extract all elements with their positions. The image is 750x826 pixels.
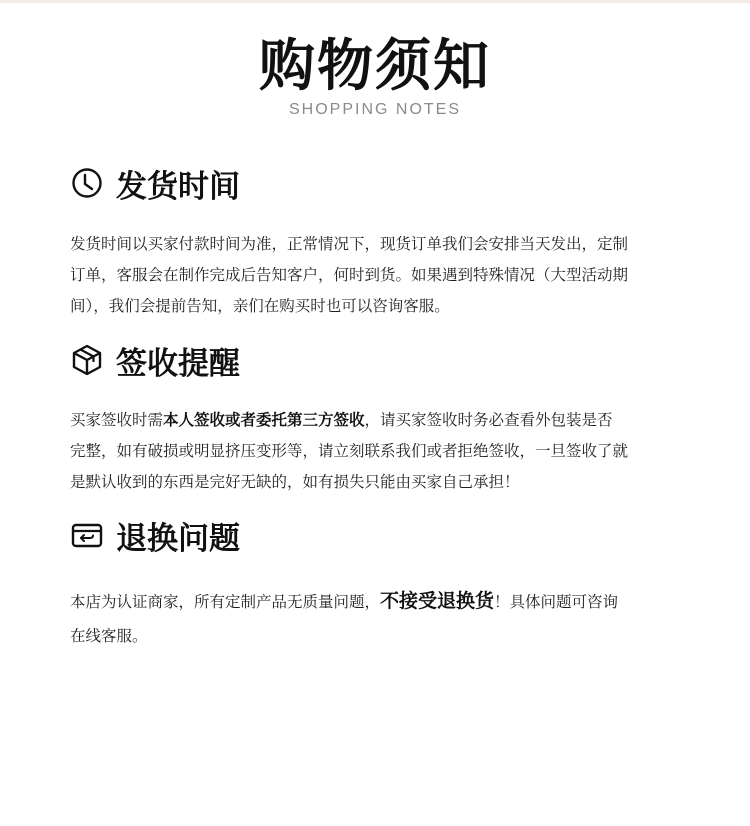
text-segment: ！具体问题可咨询 (494, 593, 619, 611)
emphasis-text: 本人签收或者委托第三方签收 (163, 411, 365, 429)
text-segment: 本店为认证商家，所有定制产品无质量问题， (70, 593, 381, 611)
text-line: 是默认收到的东西是完好无缺的，如有损失只能由买家自己承担！ (70, 473, 520, 491)
section-shipping-header (70, 163, 240, 203)
top-divider (0, 0, 750, 3)
section-receipt-header (70, 340, 240, 380)
page-title: 购物须知 (259, 34, 491, 99)
clock-icon (70, 166, 104, 200)
section-shipping-heading: 发货时间 (116, 168, 240, 205)
text-segment: 买家签收时需 (70, 411, 164, 429)
return-icon (70, 518, 104, 552)
text-segment: ，请买家签收时务必查看外包装是否 (364, 411, 613, 429)
text-line (70, 405, 690, 436)
section-receipt-heading: 签收提醒 (116, 345, 240, 382)
text-line (70, 584, 690, 619)
section-returns-heading: 退换问题 (116, 520, 240, 557)
text-line: 间），我们会提前告知，亲们在购买时也可以咨询客服。 (70, 297, 450, 315)
section-receipt-text (70, 405, 690, 498)
emphasis-text: 不接受退换货 (380, 590, 495, 612)
text-line: 完整，如有破损或明显挤压变形等，请立刻联系我们或者拒绝签收，一旦签收了就 (70, 442, 629, 460)
section-returns-header (70, 515, 240, 555)
section-shipping-text (70, 229, 690, 322)
box-icon (70, 343, 104, 377)
section-returns-text (70, 584, 690, 653)
text-line: 发货时间以买家付款时间为准，正常情况下，现货订单我们会安排当天发出，定制 (70, 235, 629, 253)
page-subtitle: SHOPPING NOTES (288, 101, 462, 118)
text-line: 在线客服。 (70, 627, 148, 645)
text-line: 订单，客服会在制作完成后告知客户，何时到货。如果遇到特殊情况（大型活动期 (70, 266, 629, 284)
